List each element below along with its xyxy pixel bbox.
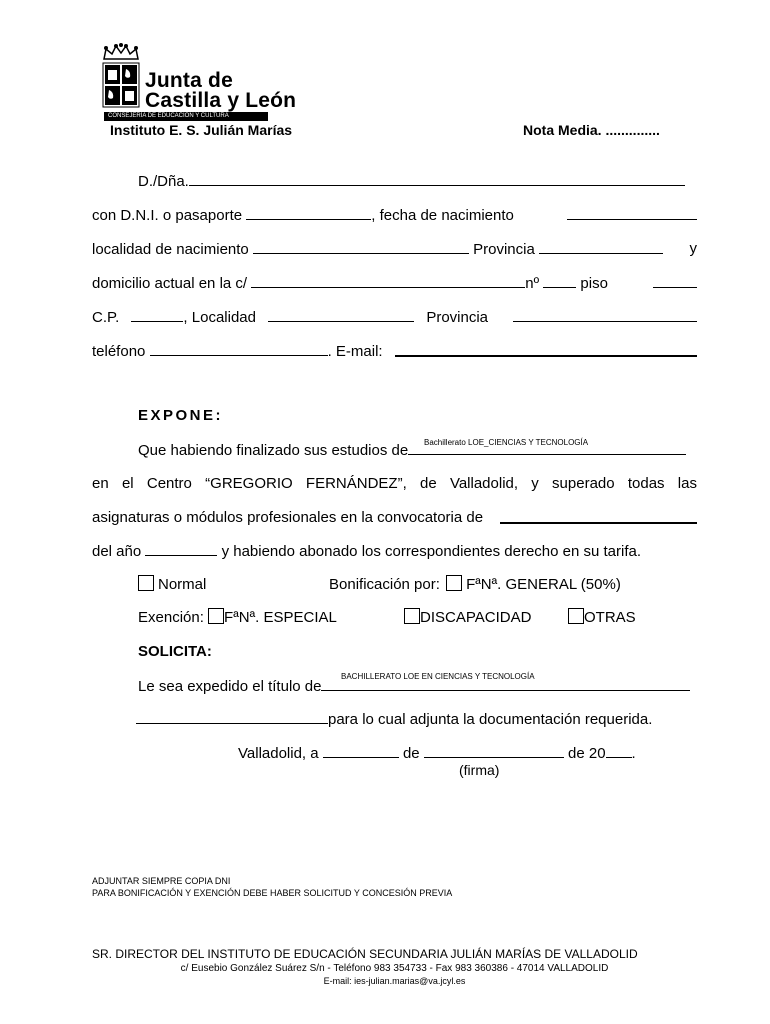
year-label: del año [92, 543, 142, 560]
logo-subtitle: CONSEJERÍA DE EDUCACIÓN Y CULTURA [104, 112, 268, 121]
email-label: . E-mail: [327, 343, 383, 360]
logo-line-2: Castilla y León [145, 89, 297, 112]
title-field[interactable] [321, 677, 690, 691]
solicita-heading: SOLICITA: [138, 643, 212, 660]
floor-field[interactable] [653, 274, 697, 288]
de-label: de [402, 745, 420, 762]
institute-name: Instituto E. S. Julián Marías [110, 122, 293, 138]
studies-row [138, 441, 686, 459]
number-field[interactable] [543, 274, 576, 288]
studies-value[interactable]: Bachillerato LOE_CIENCIAS Y TECNOLOGÍA [424, 438, 589, 447]
convocatoria-row [92, 509, 697, 526]
birthplace-field[interactable] [253, 240, 469, 254]
disability-option[interactable] [404, 608, 531, 626]
other-checkbox[interactable] [568, 608, 584, 624]
birthplace-row [92, 240, 697, 258]
province-label: Provincia [473, 241, 535, 258]
address-label: domicilio actual en la c/ [92, 275, 248, 292]
other-option[interactable] [568, 608, 636, 626]
cp-field[interactable] [131, 308, 183, 322]
city-label: Valladolid, a [238, 745, 319, 762]
documentation-row [136, 710, 652, 728]
exemption-option[interactable] [138, 608, 337, 626]
footer-email[interactable]: E-mail: ies-julian.marias@va.jcyl.es [323, 976, 466, 986]
expone-heading: EXPONE: [138, 407, 224, 424]
convocatoria-field[interactable] [500, 509, 697, 524]
convocatoria-label: asignaturas o módulos profesionales en la convocatoria de [92, 509, 484, 526]
dni-field[interactable] [246, 206, 371, 220]
contact-row [92, 342, 697, 360]
street-field[interactable] [251, 274, 525, 288]
documentation-text: para lo cual adjunta la documentación requerida. [328, 711, 653, 728]
year-field[interactable] [145, 542, 217, 556]
centre-line: en el Centro “GREGORIO FERNÁNDEZ”, de Valladolid, y superado todas las [92, 475, 697, 492]
fn-especial-checkbox[interactable] [208, 608, 224, 624]
exemption-label: Exención: [138, 609, 204, 626]
coat-of-arms-icon [102, 62, 140, 108]
birthdate-field[interactable] [567, 206, 697, 220]
fn-especial-label: FªNª. ESPECIAL [224, 609, 337, 626]
province-field[interactable] [513, 308, 697, 322]
tariff-text: y habiendo abonado los correspondientes derecho en su tarifa. [221, 543, 642, 560]
date-row [238, 744, 636, 762]
province-label-2: Provincia [426, 309, 489, 326]
address-row [92, 274, 697, 292]
year-row [92, 542, 641, 560]
dona-row [138, 172, 685, 190]
dona-label: D./Dña. [138, 173, 189, 190]
number-label: nº [525, 275, 540, 292]
locality-field[interactable] [268, 308, 414, 322]
crown-icon [102, 43, 140, 61]
name-field[interactable] [189, 172, 685, 186]
bonification-option[interactable] [329, 575, 621, 593]
logo-line-1: Junta de [145, 69, 233, 92]
phone-label: teléfono [92, 343, 146, 360]
other-label: OTRAS [584, 609, 636, 626]
day-field[interactable] [323, 744, 399, 758]
de20-label: de 20 [568, 745, 606, 762]
email-field[interactable] [395, 342, 697, 357]
phone-field[interactable] [150, 342, 328, 356]
y-label: y [689, 240, 697, 257]
locality-row [92, 308, 697, 326]
normal-option[interactable] [138, 575, 206, 593]
birthplace-label: localidad de nacimiento [92, 241, 249, 258]
fn-general-checkbox[interactable] [446, 575, 462, 591]
footer-address: c/ Eusebio González Suárez S/n - Teléfono 983 354733 - Fax 983 360386 - 47014 VALLADOLID [180, 963, 609, 974]
floor-label: piso [580, 275, 608, 292]
signature-label: (firma) [459, 762, 500, 778]
footer-director: SR. DIRECTOR DEL INSTITUTO DE EDUCACIÓN SECUNDARIA JULIÁN MARÍAS DE VALLADOLID [92, 947, 638, 961]
birthdate-label: , fecha de nacimiento [371, 207, 514, 224]
title-field-continued[interactable] [136, 710, 328, 724]
date-end: . [631, 745, 636, 762]
dni-row [92, 206, 697, 224]
title-row [138, 677, 690, 695]
normal-checkbox[interactable] [138, 575, 154, 591]
studies-label: Que habiendo finalizado sus estudios de [138, 442, 409, 459]
bonification-label: Bonificación por: [329, 576, 440, 593]
title-value[interactable]: BACHILLERATO LOE EN CIENCIAS Y TECNOLOGÍA [341, 672, 535, 681]
year-suffix-field[interactable] [606, 744, 632, 758]
disability-label: DISCAPACIDAD [420, 609, 532, 626]
month-field[interactable] [424, 744, 564, 758]
nota-media: Nota Media. .............. [523, 122, 660, 138]
fn-general-label: FªNª. GENERAL (50%) [466, 576, 621, 593]
note-bonification: PARA BONIFICACIÓN Y EXENCIÓN DEBE HABER SOLICITUD Y CONCESIÓN PREVIA [92, 888, 453, 898]
cp-label: C.P. [92, 309, 120, 326]
note-dni: ADJUNTAR SIEMPRE COPIA DNI [92, 876, 231, 886]
normal-label: Normal [158, 576, 207, 593]
studies-field[interactable] [408, 441, 686, 455]
birth-province-field[interactable] [539, 240, 663, 254]
disability-checkbox[interactable] [404, 608, 420, 624]
dni-label: con D.N.I. o pasaporte [92, 207, 243, 224]
locality-label: , Localidad [183, 309, 256, 326]
title-label: Le sea expedido el título de [138, 678, 322, 695]
